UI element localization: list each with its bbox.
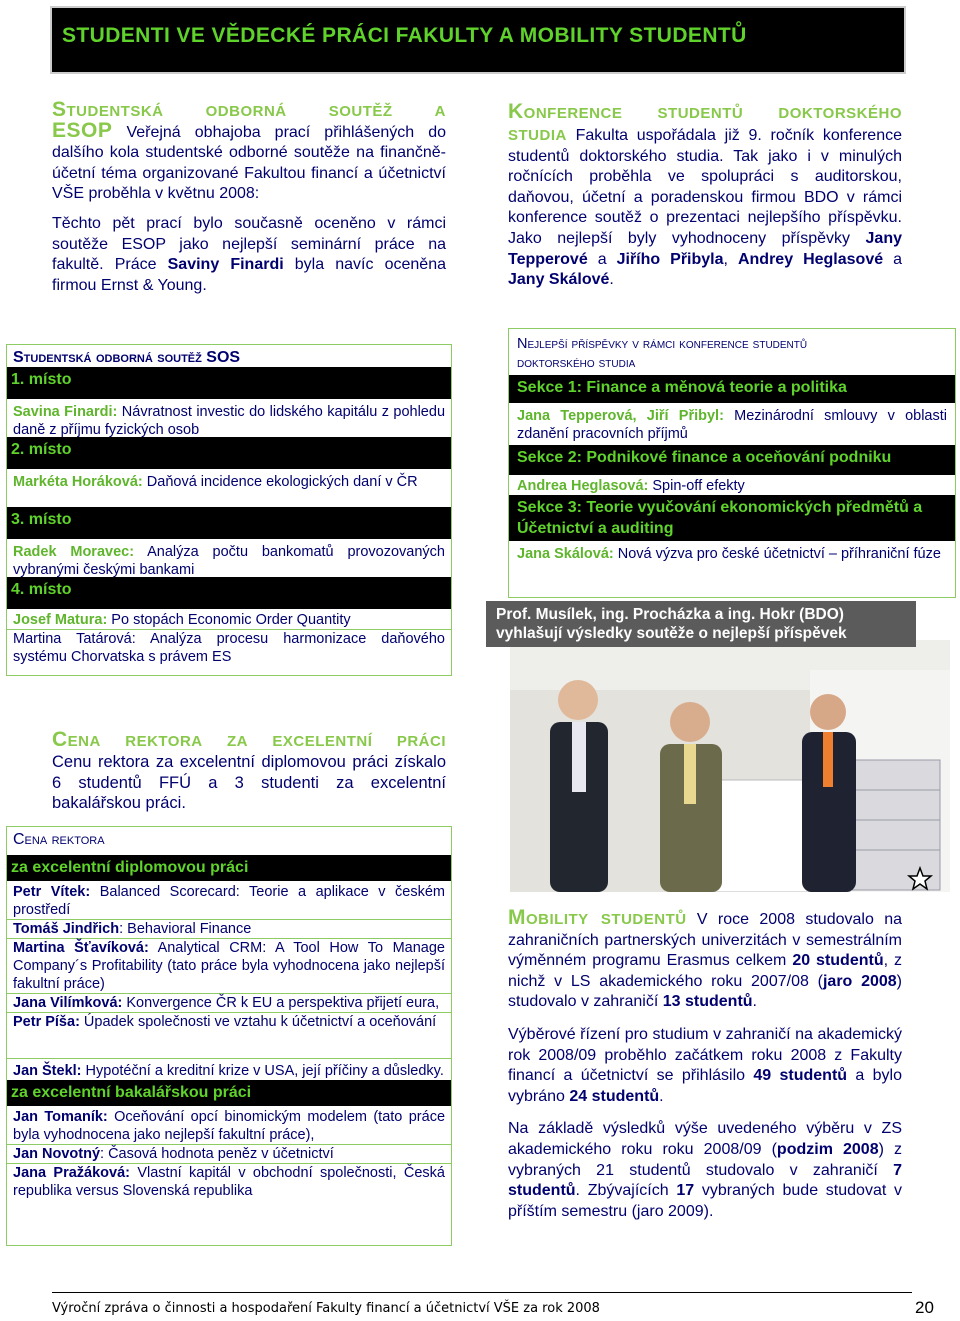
footer-divider (52, 1292, 912, 1293)
mobility-paragraph-3: Na základě výsledků výše uvedeného výběru v ZS akademického roku roku 2008/09 (podzim 2008) z vybraných 21 studentů studovalo v zahraničí 7 studentů. Zbývajících 17 vybraných bude studovat v příštím semestru (jaro 2009). (508, 1120, 903, 1220)
konference-box-title: Nejlepší příspěvky v rámci konference studentů doktorského studia (517, 336, 808, 371)
konference-box (508, 328, 956, 598)
konference-sekce-1-label: Sekce 1: Finance a měnová teorie a politika (509, 375, 955, 403)
esop-paragraph-1: Veřejná obhajoba prací přihlášených do dalšího kola studentské odborné soutěže na finančně-účetní téma organizované Fakultou financí a účetnictví VŠE proběhla v květnu 2008: (52, 123, 446, 203)
esop-heading-1: Studentská odborná soutěž a (52, 98, 446, 121)
konference-heading-1: Konference studentů doktorského (508, 100, 902, 123)
rektor-diplom-1: Petr Vítek: Balanced Scorecard: Teorie a aplikace v českém prostředí (13, 884, 445, 918)
konference-sekce-2: Andrea Heglasová: Spin-off efekty (517, 478, 745, 494)
konference-section (508, 100, 902, 291)
mobility-paragraph-1: Mobility studentů V roce 2008 studovalo na zahraničních partnerských univerzitách v semestrálním výměnném programu Erasmus celkem 20 studentů, z nichž v LS akademického roku 2007/08 (jaro 2008) studovalo v zahraničí 13 studentů. (508, 906, 902, 1011)
sos-place-4-label: 4. místo (7, 577, 451, 609)
konference-sekce-1: Jana Tepperová, Jiří Přibyl: Mezinárodní smlouvy v oblasti zdanění pracovních příjmů (517, 408, 947, 442)
konference-paragraph: studia Fakulta uspořádala již 9. ročník konference studentů doktorského studia. Tak jako i v minulých ročnících proběhla ve spolupráci s auditorskou, daňovou, účetní a poradenskou firmou BDO v rámci konference soutěž o prezentaci nejlepšího příspěvku. Jako nejlepší byly vyhodnoceny příspěvky Jany Tepperové a Jiřího Přibyla, Andrey Heglasové a Jany Skálové. (508, 122, 903, 289)
photo-caption: Prof. Musílek, ing. Procházka a ing. Hokr (BDO) vyhlašují výsledky soutěže o nejlepší příspěvek (486, 601, 916, 647)
rektor-diplom-6: Jan Štekl: Hypotéční a kreditní krize v USA, její příčiny a důsledky. (7, 1058, 451, 1080)
konference-sekce-2-label: Sekce 2: Podnikové finance a oceňování podniku (509, 445, 955, 475)
sos-place-1-label: 1. místo (7, 367, 451, 399)
sos-place-4: Josef Matura: Po stopách Economic Order Quantity (13, 612, 351, 628)
rektor-diplom-3: Martina Šťavíková: Analytical CRM: A Tool How To Manage Company´s Profitability (tato práce byla vyhodnocena jako nejlepší fakultní práce) (7, 938, 451, 993)
award-ceremony-photo (510, 640, 950, 892)
rektor-diplom-2: Tomáš Jindřich: Behavioral Finance (7, 919, 451, 938)
rektor-diplom-4: Jana Vilímková: Konvergence ČR k EU a perspektiva přijetí eura, (7, 993, 451, 1012)
sos-place-2-label: 2. místo (7, 437, 451, 469)
esop-heading-2: ESOP (52, 118, 113, 142)
rektor-bak-1: Jan Tomaník: Oceňování opcí binomickým modelem (tato práce byla vyhodnocena jako nejlepší fakultní práce), (13, 1109, 446, 1143)
photo-illustration (510, 640, 950, 892)
esop-paragraph-2: Těchto pět prací bylo současně oceněno v rámci soutěže ESOP jako nejlepší seminární práce na fakultě. Práce Saviny Finardi byla navíc oceněna firmou Ernst & Young. (52, 214, 447, 294)
sos-box (6, 344, 452, 676)
header-banner (50, 6, 906, 74)
mobility-section (508, 908, 902, 1222)
mobility-paragraph-2: Výběrové řízení pro studium v zahraničí na akademický rok 2008/09 proběhlo začátkem roku 2008 z Fakulty financí a účetnictví se přihlásilo 49 studentů a bylo vybráno 24 studentů. (508, 1025, 902, 1105)
rektor-section (52, 728, 446, 814)
sos-place-3-label: 3. místo (7, 507, 451, 539)
esop-section (52, 100, 446, 296)
konference-sekce-3: Jana Skálová: Nová výzva pro české účetnictví – příhraniční fúze (517, 546, 941, 562)
sos-box-title: Studentská odborná soutěž SOS (13, 349, 241, 366)
footer-text: Výroční zpráva o činnosti a hospodaření Fakulty financí a účetnictví VŠE za rok 2008 (52, 1301, 600, 1316)
rektor-paragraph: Cenu rektora za excelentní diplomovou práci získalo 6 studentů FFÚ a 3 studenti za excelentní bakalářskou práci. (52, 753, 446, 813)
rektor-bak-3: Jana Pražáková: Vlastní kapitál v obchodní společnosti, Česká republika versus Slovenská republika (7, 1163, 451, 1200)
konference-sekce-3-label: Sekce 3: Teorie vyučování ekonomických předmětů a Účetnictví a auditing (509, 495, 955, 541)
rektor-box (6, 826, 452, 1246)
rektor-heading: Cena rektora za excelentní práci (52, 728, 446, 751)
savina-name: Saviny Finardi (167, 256, 284, 274)
page-title: STUDENTI VE VĚDECKÉ PRÁCI FAKULTY A MOBILITY STUDENTŮ (62, 24, 747, 47)
sos-place-4-extra: Martina Tatárová: Analýza procesu harmonizace daňového systému Chorvatska s právem ES (7, 629, 451, 666)
page-number: 20 (915, 1298, 934, 1317)
rektor-box-title: Cena rektora (13, 831, 105, 848)
rektor-diplom-5: Petr Píša: Úpadek společnosti ve vztahu k účetnictví a oceňování (7, 1012, 451, 1058)
rektor-bak-label: za excelentní bakalářskou práci (7, 1080, 451, 1106)
rektor-diplom-label: za excelentní diplomovou práci (7, 855, 451, 881)
rektor-bak-2: Jan Novotný: Časová hodnota peněz v účetnictví (7, 1144, 451, 1163)
sos-place-3: Radek Moravec: Analýza počtu bankomatů provozovaných vybranými českými bankami (13, 544, 445, 578)
mobility-heading: Mobility studentů (508, 906, 687, 929)
sos-place-1: Savina Finardi: Návratnost investic do lidského kapitálu z pohledu daně z příjmu fyzických osob (13, 404, 446, 438)
sos-place-2: Markéta Horáková: Daňová incidence ekologických daní v ČR (13, 474, 418, 490)
